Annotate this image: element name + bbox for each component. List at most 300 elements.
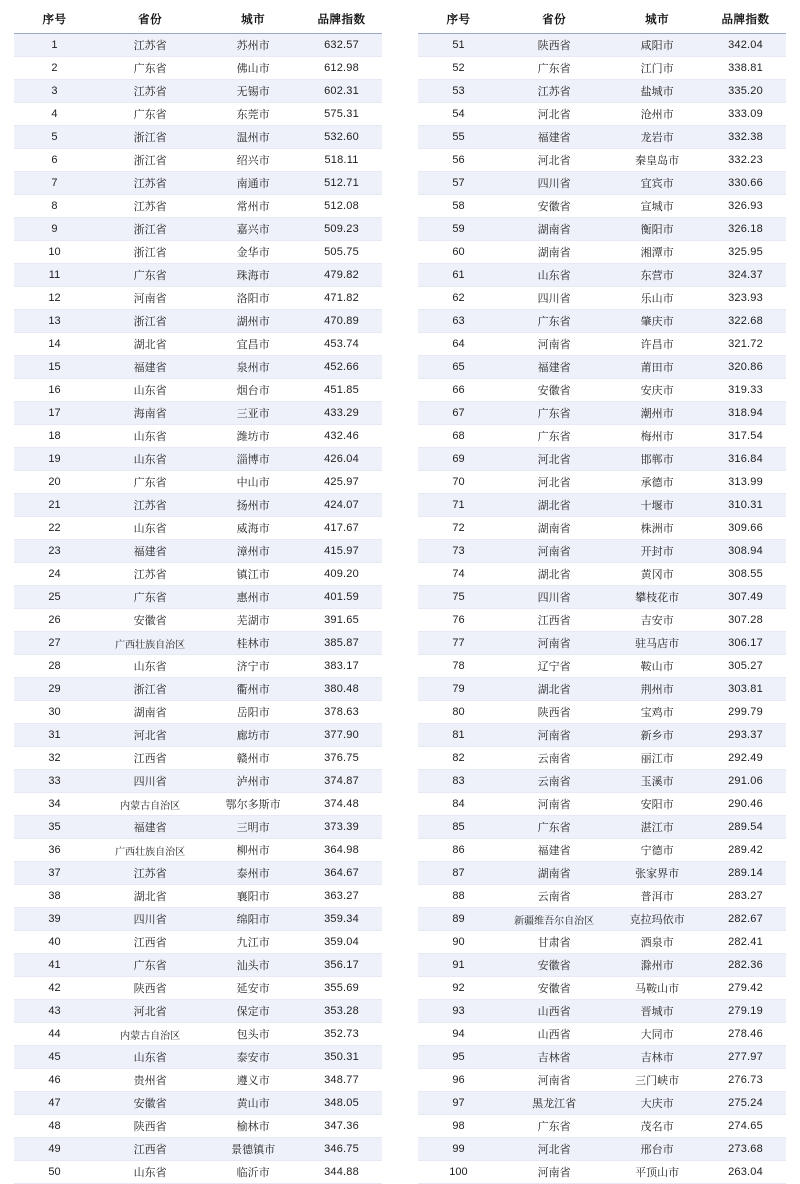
cell-brand-index: 305.27 bbox=[705, 655, 786, 678]
cell-brand-index: 308.94 bbox=[705, 540, 786, 563]
cell-brand-index: 322.68 bbox=[705, 310, 786, 333]
cell-rank: 46 bbox=[14, 1069, 95, 1092]
table-row bbox=[14, 172, 382, 195]
cell-rank: 30 bbox=[14, 701, 95, 724]
table-row bbox=[418, 1069, 786, 1092]
cell-city: 宜昌市 bbox=[205, 333, 301, 356]
table-row bbox=[418, 908, 786, 931]
cell-rank: 35 bbox=[14, 816, 95, 839]
cell-city: 普洱市 bbox=[609, 885, 705, 908]
cell-city: 泉州市 bbox=[205, 356, 301, 379]
cell-brand-index: 291.06 bbox=[705, 770, 786, 793]
cell-brand-index: 290.46 bbox=[705, 793, 786, 816]
cell-brand-index: 313.99 bbox=[705, 471, 786, 494]
cell-province: 新疆维吾尔自治区 bbox=[499, 908, 609, 931]
table-row bbox=[14, 839, 382, 862]
table-row bbox=[14, 425, 382, 448]
cell-province: 陕西省 bbox=[95, 977, 205, 1000]
cell-city: 十堰市 bbox=[609, 494, 705, 517]
cell-brand-index: 401.59 bbox=[301, 586, 382, 609]
cell-city: 荆州市 bbox=[609, 678, 705, 701]
table-row bbox=[14, 563, 382, 586]
cell-province: 湖北省 bbox=[95, 333, 205, 356]
cell-rank: 62 bbox=[418, 287, 499, 310]
cell-brand-index: 356.17 bbox=[301, 954, 382, 977]
cell-rank: 38 bbox=[14, 885, 95, 908]
cell-city: 泰州市 bbox=[205, 862, 301, 885]
cell-city: 湖州市 bbox=[205, 310, 301, 333]
cell-city: 咸阳市 bbox=[609, 34, 705, 57]
cell-city: 许昌市 bbox=[609, 333, 705, 356]
cell-rank: 5 bbox=[14, 126, 95, 149]
table-row bbox=[418, 655, 786, 678]
table-row bbox=[14, 264, 382, 287]
cell-province: 福建省 bbox=[499, 126, 609, 149]
cell-brand-index: 451.85 bbox=[301, 379, 382, 402]
cell-brand-index: 432.46 bbox=[301, 425, 382, 448]
cell-brand-index: 323.93 bbox=[705, 287, 786, 310]
cell-province: 辽宁省 bbox=[499, 655, 609, 678]
cell-rank: 44 bbox=[14, 1023, 95, 1046]
cell-city: 泸州市 bbox=[205, 770, 301, 793]
table-row bbox=[14, 80, 382, 103]
cell-rank: 34 bbox=[14, 793, 95, 816]
cell-city: 保定市 bbox=[205, 1000, 301, 1023]
cell-province: 浙江省 bbox=[95, 149, 205, 172]
cell-brand-index: 417.67 bbox=[301, 517, 382, 540]
cell-city: 景德镇市 bbox=[205, 1138, 301, 1161]
table-row bbox=[418, 517, 786, 540]
table-body-right bbox=[418, 34, 786, 1184]
cell-rank: 12 bbox=[14, 287, 95, 310]
cell-brand-index: 374.48 bbox=[301, 793, 382, 816]
cell-city: 榆林市 bbox=[205, 1115, 301, 1138]
cell-province: 湖南省 bbox=[499, 517, 609, 540]
table-row bbox=[14, 494, 382, 517]
cell-province: 安徽省 bbox=[499, 379, 609, 402]
cell-rank: 64 bbox=[418, 333, 499, 356]
cell-city: 镇江市 bbox=[205, 563, 301, 586]
cell-rank: 50 bbox=[14, 1161, 95, 1184]
cell-rank: 74 bbox=[418, 563, 499, 586]
table-row bbox=[14, 540, 382, 563]
cell-province: 广东省 bbox=[95, 103, 205, 126]
table-row bbox=[418, 1000, 786, 1023]
table-row bbox=[418, 632, 786, 655]
cell-brand-index: 307.49 bbox=[705, 586, 786, 609]
cell-province: 湖南省 bbox=[499, 241, 609, 264]
cell-brand-index: 318.94 bbox=[705, 402, 786, 425]
header-brand-index: 品牌指数 bbox=[705, 6, 786, 34]
cell-province: 江苏省 bbox=[95, 862, 205, 885]
cell-province: 云南省 bbox=[499, 770, 609, 793]
table-row bbox=[14, 1161, 382, 1184]
cell-city: 岳阳市 bbox=[205, 701, 301, 724]
cell-city: 衡阳市 bbox=[609, 218, 705, 241]
cell-city: 宜宾市 bbox=[609, 172, 705, 195]
cell-city: 绍兴市 bbox=[205, 149, 301, 172]
cell-brand-index: 380.48 bbox=[301, 678, 382, 701]
cell-brand-index: 426.04 bbox=[301, 448, 382, 471]
header-province: 省份 bbox=[95, 6, 205, 34]
table-row bbox=[14, 333, 382, 356]
header-rank: 序号 bbox=[14, 6, 95, 34]
cell-rank: 80 bbox=[418, 701, 499, 724]
table-row bbox=[14, 310, 382, 333]
cell-brand-index: 363.27 bbox=[301, 885, 382, 908]
cell-city: 无锡市 bbox=[205, 80, 301, 103]
cell-brand-index: 344.88 bbox=[301, 1161, 382, 1184]
cell-city: 延安市 bbox=[205, 977, 301, 1000]
cell-province: 四川省 bbox=[95, 908, 205, 931]
cell-city: 中山市 bbox=[205, 471, 301, 494]
cell-city: 襄阳市 bbox=[205, 885, 301, 908]
cell-city: 大同市 bbox=[609, 1023, 705, 1046]
table-row bbox=[14, 471, 382, 494]
table-row bbox=[14, 126, 382, 149]
cell-brand-index: 409.20 bbox=[301, 563, 382, 586]
table-row bbox=[14, 747, 382, 770]
cell-brand-index: 316.84 bbox=[705, 448, 786, 471]
cell-city: 张家界市 bbox=[609, 862, 705, 885]
cell-brand-index: 359.34 bbox=[301, 908, 382, 931]
cell-province: 广东省 bbox=[499, 310, 609, 333]
cell-brand-index: 274.65 bbox=[705, 1115, 786, 1138]
header-brand-index: 品牌指数 bbox=[301, 6, 382, 34]
cell-rank: 89 bbox=[418, 908, 499, 931]
cell-city: 湘潭市 bbox=[609, 241, 705, 264]
cell-brand-index: 378.63 bbox=[301, 701, 382, 724]
cell-province: 广东省 bbox=[95, 586, 205, 609]
cell-rank: 45 bbox=[14, 1046, 95, 1069]
cell-province: 浙江省 bbox=[95, 310, 205, 333]
table-row bbox=[418, 931, 786, 954]
cell-brand-index: 282.67 bbox=[705, 908, 786, 931]
cell-rank: 42 bbox=[14, 977, 95, 1000]
cell-city: 开封市 bbox=[609, 540, 705, 563]
table-row bbox=[418, 471, 786, 494]
cell-brand-index: 263.04 bbox=[705, 1161, 786, 1184]
table-row bbox=[14, 241, 382, 264]
cell-rank: 10 bbox=[14, 241, 95, 264]
cell-city: 桂林市 bbox=[205, 632, 301, 655]
cell-city: 马鞍山市 bbox=[609, 977, 705, 1000]
table-row bbox=[14, 724, 382, 747]
cell-brand-index: 348.77 bbox=[301, 1069, 382, 1092]
table-row bbox=[418, 80, 786, 103]
cell-brand-index: 278.46 bbox=[705, 1023, 786, 1046]
cell-brand-index: 632.57 bbox=[301, 34, 382, 57]
cell-province: 四川省 bbox=[95, 770, 205, 793]
table-header-right bbox=[418, 6, 786, 34]
cell-province: 河南省 bbox=[499, 540, 609, 563]
cell-rank: 77 bbox=[418, 632, 499, 655]
cell-brand-index: 324.37 bbox=[705, 264, 786, 287]
table-row bbox=[14, 954, 382, 977]
cell-province: 云南省 bbox=[499, 885, 609, 908]
cell-city: 盐城市 bbox=[609, 80, 705, 103]
table-row bbox=[14, 632, 382, 655]
cell-rank: 86 bbox=[418, 839, 499, 862]
table-row bbox=[418, 448, 786, 471]
cell-province: 河南省 bbox=[499, 632, 609, 655]
cell-city: 沧州市 bbox=[609, 103, 705, 126]
cell-brand-index: 359.04 bbox=[301, 931, 382, 954]
table-row bbox=[14, 57, 382, 80]
cell-rank: 98 bbox=[418, 1115, 499, 1138]
cell-city: 淄博市 bbox=[205, 448, 301, 471]
cell-brand-index: 479.82 bbox=[301, 264, 382, 287]
cell-city: 株洲市 bbox=[609, 517, 705, 540]
cell-brand-index: 518.11 bbox=[301, 149, 382, 172]
cell-brand-index: 289.54 bbox=[705, 816, 786, 839]
cell-brand-index: 308.55 bbox=[705, 563, 786, 586]
cell-province: 河北省 bbox=[499, 471, 609, 494]
cell-rank: 59 bbox=[418, 218, 499, 241]
cell-rank: 56 bbox=[418, 149, 499, 172]
table-row bbox=[14, 1000, 382, 1023]
cell-province: 山西省 bbox=[499, 1000, 609, 1023]
table-row bbox=[14, 977, 382, 1000]
cell-province: 内蒙古自治区 bbox=[95, 793, 205, 816]
table-row bbox=[418, 149, 786, 172]
cell-province: 广东省 bbox=[95, 57, 205, 80]
table-row bbox=[418, 1023, 786, 1046]
cell-city: 莆田市 bbox=[609, 356, 705, 379]
cell-rank: 2 bbox=[14, 57, 95, 80]
cell-city: 新乡市 bbox=[609, 724, 705, 747]
cell-brand-index: 355.69 bbox=[301, 977, 382, 1000]
cell-province: 福建省 bbox=[95, 540, 205, 563]
cell-rank: 18 bbox=[14, 425, 95, 448]
cell-brand-index: 602.31 bbox=[301, 80, 382, 103]
cell-rank: 96 bbox=[418, 1069, 499, 1092]
cell-rank: 17 bbox=[14, 402, 95, 425]
cell-province: 山东省 bbox=[95, 1161, 205, 1184]
cell-province: 山东省 bbox=[499, 264, 609, 287]
cell-brand-index: 512.71 bbox=[301, 172, 382, 195]
cell-brand-index: 292.49 bbox=[705, 747, 786, 770]
cell-city: 芜湖市 bbox=[205, 609, 301, 632]
cell-city: 包头市 bbox=[205, 1023, 301, 1046]
cell-province: 江西省 bbox=[95, 1138, 205, 1161]
cell-province: 河北省 bbox=[499, 448, 609, 471]
cell-rank: 15 bbox=[14, 356, 95, 379]
cell-brand-index: 424.07 bbox=[301, 494, 382, 517]
cell-rank: 4 bbox=[14, 103, 95, 126]
cell-province: 广东省 bbox=[499, 425, 609, 448]
cell-city: 惠州市 bbox=[205, 586, 301, 609]
cell-province: 安徽省 bbox=[499, 977, 609, 1000]
cell-province: 广西壮族自治区 bbox=[95, 839, 205, 862]
cell-rank: 76 bbox=[418, 609, 499, 632]
cell-rank: 37 bbox=[14, 862, 95, 885]
cell-rank: 13 bbox=[14, 310, 95, 333]
cell-province: 江苏省 bbox=[95, 172, 205, 195]
cell-brand-index: 425.97 bbox=[301, 471, 382, 494]
cell-province: 甘肃省 bbox=[499, 931, 609, 954]
cell-rank: 71 bbox=[418, 494, 499, 517]
table-row bbox=[14, 678, 382, 701]
table-row bbox=[14, 34, 382, 57]
cell-rank: 1 bbox=[14, 34, 95, 57]
cell-rank: 73 bbox=[418, 540, 499, 563]
cell-city: 秦皇岛市 bbox=[609, 149, 705, 172]
table-row bbox=[14, 931, 382, 954]
cell-city: 吉安市 bbox=[609, 609, 705, 632]
cell-brand-index: 307.28 bbox=[705, 609, 786, 632]
cell-city: 大庆市 bbox=[609, 1092, 705, 1115]
table-row bbox=[418, 816, 786, 839]
table-row bbox=[14, 816, 382, 839]
cell-province: 江苏省 bbox=[95, 563, 205, 586]
cell-brand-index: 471.82 bbox=[301, 287, 382, 310]
cell-city: 九江市 bbox=[205, 931, 301, 954]
cell-brand-index: 332.38 bbox=[705, 126, 786, 149]
cell-province: 广东省 bbox=[499, 816, 609, 839]
cell-rank: 51 bbox=[418, 34, 499, 57]
table-row bbox=[14, 287, 382, 310]
table-row bbox=[418, 126, 786, 149]
cell-city: 潮州市 bbox=[609, 402, 705, 425]
cell-province: 山东省 bbox=[95, 655, 205, 678]
cell-city: 晋城市 bbox=[609, 1000, 705, 1023]
cell-rank: 69 bbox=[418, 448, 499, 471]
table-row bbox=[418, 195, 786, 218]
cell-province: 山东省 bbox=[95, 1046, 205, 1069]
cell-province: 山西省 bbox=[499, 1023, 609, 1046]
cell-brand-index: 276.73 bbox=[705, 1069, 786, 1092]
cell-province: 山东省 bbox=[95, 448, 205, 471]
table-row bbox=[14, 1046, 382, 1069]
table-row bbox=[14, 195, 382, 218]
cell-brand-index: 321.72 bbox=[705, 333, 786, 356]
cell-rank: 24 bbox=[14, 563, 95, 586]
cell-city: 三亚市 bbox=[205, 402, 301, 425]
table-row bbox=[14, 379, 382, 402]
cell-brand-index: 283.27 bbox=[705, 885, 786, 908]
cell-rank: 91 bbox=[418, 954, 499, 977]
cell-city: 鄂尔多斯市 bbox=[205, 793, 301, 816]
cell-province: 河北省 bbox=[499, 1138, 609, 1161]
cell-rank: 41 bbox=[14, 954, 95, 977]
cell-province: 浙江省 bbox=[95, 241, 205, 264]
cell-brand-index: 509.23 bbox=[301, 218, 382, 241]
cell-province: 江苏省 bbox=[95, 494, 205, 517]
cell-rank: 78 bbox=[418, 655, 499, 678]
table-row bbox=[418, 563, 786, 586]
cell-rank: 88 bbox=[418, 885, 499, 908]
cell-brand-index: 391.65 bbox=[301, 609, 382, 632]
cell-city: 泰安市 bbox=[205, 1046, 301, 1069]
cell-province: 四川省 bbox=[499, 172, 609, 195]
cell-city: 邯郸市 bbox=[609, 448, 705, 471]
cell-brand-index: 289.14 bbox=[705, 862, 786, 885]
cell-rank: 54 bbox=[418, 103, 499, 126]
cell-rank: 70 bbox=[418, 471, 499, 494]
cell-brand-index: 275.24 bbox=[705, 1092, 786, 1115]
cell-province: 湖北省 bbox=[499, 494, 609, 517]
cell-province: 河北省 bbox=[499, 103, 609, 126]
table-row bbox=[14, 586, 382, 609]
table-row bbox=[418, 218, 786, 241]
cell-province: 广东省 bbox=[95, 471, 205, 494]
table-row bbox=[418, 1046, 786, 1069]
cell-rank: 68 bbox=[418, 425, 499, 448]
table-row bbox=[418, 724, 786, 747]
cell-province: 河南省 bbox=[95, 287, 205, 310]
cell-brand-index: 453.74 bbox=[301, 333, 382, 356]
cell-province: 江苏省 bbox=[499, 80, 609, 103]
cell-province: 山东省 bbox=[95, 379, 205, 402]
cell-rank: 97 bbox=[418, 1092, 499, 1115]
cell-rank: 57 bbox=[418, 172, 499, 195]
cell-rank: 48 bbox=[14, 1115, 95, 1138]
cell-brand-index: 293.37 bbox=[705, 724, 786, 747]
cell-province: 河南省 bbox=[499, 1161, 609, 1184]
cell-province: 广东省 bbox=[95, 954, 205, 977]
cell-province: 安徽省 bbox=[499, 195, 609, 218]
cell-rank: 60 bbox=[418, 241, 499, 264]
cell-rank: 32 bbox=[14, 747, 95, 770]
cell-city: 临沂市 bbox=[205, 1161, 301, 1184]
table-row bbox=[418, 379, 786, 402]
cell-brand-index: 470.89 bbox=[301, 310, 382, 333]
cell-brand-index: 279.42 bbox=[705, 977, 786, 1000]
table-row bbox=[14, 701, 382, 724]
cell-brand-index: 505.75 bbox=[301, 241, 382, 264]
cell-brand-index: 279.19 bbox=[705, 1000, 786, 1023]
cell-brand-index: 342.04 bbox=[705, 34, 786, 57]
cell-rank: 16 bbox=[14, 379, 95, 402]
cell-rank: 11 bbox=[14, 264, 95, 287]
table-row bbox=[14, 448, 382, 471]
cell-rank: 21 bbox=[14, 494, 95, 517]
table-row bbox=[418, 1138, 786, 1161]
cell-rank: 72 bbox=[418, 517, 499, 540]
cell-brand-index: 452.66 bbox=[301, 356, 382, 379]
cell-province: 江西省 bbox=[95, 931, 205, 954]
cell-province: 山东省 bbox=[95, 425, 205, 448]
cell-province: 江苏省 bbox=[95, 34, 205, 57]
cell-city: 滁州市 bbox=[609, 954, 705, 977]
table-row bbox=[418, 356, 786, 379]
cell-province: 广东省 bbox=[499, 1115, 609, 1138]
cell-brand-index: 364.67 bbox=[301, 862, 382, 885]
cell-rank: 36 bbox=[14, 839, 95, 862]
cell-rank: 81 bbox=[418, 724, 499, 747]
cell-city: 三门峡市 bbox=[609, 1069, 705, 1092]
cell-brand-index: 289.42 bbox=[705, 839, 786, 862]
cell-city: 佛山市 bbox=[205, 57, 301, 80]
table-row bbox=[418, 954, 786, 977]
cell-city: 温州市 bbox=[205, 126, 301, 149]
cell-province: 云南省 bbox=[499, 747, 609, 770]
cell-rank: 19 bbox=[14, 448, 95, 471]
table-row bbox=[14, 1023, 382, 1046]
table-row bbox=[14, 1138, 382, 1161]
cell-rank: 23 bbox=[14, 540, 95, 563]
cell-city: 衢州市 bbox=[205, 678, 301, 701]
cell-brand-index: 612.98 bbox=[301, 57, 382, 80]
cell-city: 酒泉市 bbox=[609, 931, 705, 954]
cell-province: 湖南省 bbox=[499, 218, 609, 241]
cell-rank: 47 bbox=[14, 1092, 95, 1115]
cell-province: 湖南省 bbox=[95, 701, 205, 724]
cell-brand-index: 306.17 bbox=[705, 632, 786, 655]
table-row bbox=[418, 1115, 786, 1138]
cell-brand-index: 374.87 bbox=[301, 770, 382, 793]
